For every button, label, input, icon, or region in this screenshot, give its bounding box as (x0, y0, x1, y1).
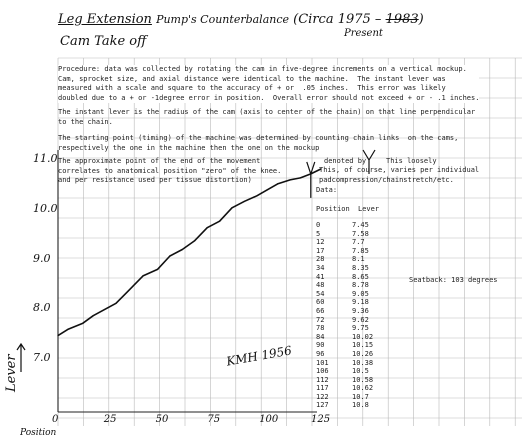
table-cell-lever: 8.35 (352, 263, 369, 272)
table-cell-lever: 9.05 (352, 289, 369, 298)
table-cell-lever: 10.02 (352, 332, 374, 341)
table-cell-position: 0 (316, 221, 321, 229)
x-tick-label: 0 (52, 414, 59, 425)
table-cell-lever: 10.26 (352, 349, 374, 358)
table-cell-lever: 8.78 (352, 281, 369, 290)
x-tick-label: 25 (103, 414, 117, 425)
table-cell-position: 122 (316, 392, 329, 401)
data-curve (57, 168, 321, 336)
loosely-text: This loosely (386, 157, 437, 165)
title-present: Present (344, 28, 383, 39)
table-cell-lever: 9.62 (352, 315, 369, 324)
lever-curve (58, 169, 321, 336)
data-point (157, 269, 158, 270)
x-tick-label: 100 (259, 414, 279, 425)
table-cell-position: 117 (316, 384, 329, 393)
table-cell-lever: 7.7 (352, 238, 365, 247)
data-point (182, 249, 183, 250)
data-label: Data: (316, 186, 338, 194)
table-cell-lever: 10.5 (352, 367, 369, 376)
signature: KMH 1956 (225, 343, 293, 369)
data-point (115, 303, 116, 304)
data-point (267, 189, 268, 190)
denoted-by-text: denoted by (324, 157, 367, 165)
table-cell-lever: 10.15 (352, 341, 374, 350)
data-point (93, 315, 94, 316)
seatback-note: Seatback: 103 degrees (409, 276, 498, 284)
title-circa: (Circa 1975 – (293, 12, 382, 27)
header-title (58, 12, 424, 27)
y-tick-label: 7.0 (33, 351, 51, 364)
table-cell-lever: 7.85 (352, 246, 369, 255)
table-cell-position: 112 (316, 375, 329, 384)
x-tick-label: 50 (155, 414, 169, 425)
y-tick-label: 11.0 (33, 152, 58, 165)
y-axis-label: Lever (4, 354, 19, 392)
table-cell-position: 78 (316, 324, 325, 333)
end-marker-y (307, 162, 315, 198)
data-point (68, 329, 69, 330)
data-point (194, 240, 195, 241)
table-cell-position: 101 (316, 358, 329, 367)
data-point (256, 195, 257, 196)
data-point (207, 227, 208, 228)
data-point (142, 275, 143, 276)
data-point (231, 207, 232, 208)
axes (58, 150, 317, 412)
table-cell-lever: 9.75 (352, 324, 369, 333)
data-point (82, 323, 83, 324)
y-tick-label: 8.0 (33, 301, 51, 315)
procedure-paragraph: Procedure: data was collected by rotating the cam in five-degree increments on a vertical mockup. Cam, sprocket size, and axial distance were identical to the machine. The instant lever was measured with a scale and square to the accuracy of + or .05 inches. This error was likely doubled due to a + or -1degree error in position. Overall error should not exceed + or - .1 inches. (58, 65, 480, 102)
data-point (244, 201, 245, 202)
approx-paragraph-left: The approximate point of the end of the movement correlates to anatomical position "zero" of the knee. and per resistance used per tissue distortion) (58, 157, 282, 184)
y-tick-label: 10.0 (33, 201, 58, 215)
table-cell-position: 17 (316, 246, 325, 255)
table-cell-lever: 10.38 (352, 358, 374, 367)
table-cell-lever: 9.36 (352, 306, 369, 315)
table-cell-position: 34 (316, 263, 325, 272)
table-cell-lever: 9.18 (352, 298, 369, 307)
table-header-lever: Lever (357, 205, 380, 213)
table-cell-position: 28 (316, 255, 325, 264)
table-cell-position: 66 (316, 306, 325, 315)
table-cell-lever: 10.8 (352, 401, 369, 410)
data-point (289, 179, 290, 180)
data-point (219, 221, 220, 222)
table-cell-position: 5 (316, 229, 321, 238)
table-cell-lever: 10.58 (352, 375, 374, 384)
table-cell-position: 41 (316, 272, 325, 281)
instant-lever-paragraph: The instant lever is the radius of the cam (axis to center of the chain) on that line perpendicular to the chain. (58, 108, 476, 126)
table-header (316, 205, 379, 215)
x-axis-label: Position (20, 428, 56, 438)
approx-paragraph-right: This, of course, varies per individual padcompression/chainstretch/etc. (319, 166, 480, 184)
subtitle: Cam Take off (60, 34, 147, 49)
x-tick-label: 75 (207, 414, 221, 425)
table-cell-lever: 10.62 (352, 384, 374, 393)
y-tick-label: 9.0 (33, 251, 51, 265)
data-point (300, 177, 301, 178)
title-mid: Pump's Counterbalance (156, 13, 290, 26)
table-cell-position: 96 (316, 349, 325, 358)
table-cell-lever: 10.7 (352, 392, 369, 401)
table-cell-position: 12 (316, 238, 325, 247)
x-tick-label: 125 (311, 414, 331, 425)
table-cell-position: 72 (316, 315, 325, 324)
data-point (169, 255, 170, 256)
starting-point-paragraph: The starting point (timing) of the machine was determined by counting chain links on the cams, respectively the one in the machine then the one on the mockup (58, 134, 459, 152)
table-header-position: Position (316, 205, 350, 213)
title-main: Leg Extension (58, 12, 152, 27)
table-cell-lever: 7.45 (352, 221, 369, 229)
table-cell-position: 48 (316, 281, 325, 290)
data-point (128, 290, 129, 291)
table-cell-position: 54 (316, 289, 325, 298)
title-struck-year: 1983 (385, 12, 419, 27)
table-cell-lever: 8.1 (352, 255, 365, 264)
title-close: ) (418, 12, 424, 27)
table-cell-position: 127 (316, 401, 329, 410)
table-cell-lever: 8.65 (352, 272, 369, 281)
table-cell-lever: 7.58 (352, 229, 369, 238)
data-point (57, 335, 58, 336)
table-cell-position: 90 (316, 341, 325, 350)
table-cell-position: 60 (316, 298, 325, 307)
table-cell-position: 106 (316, 367, 329, 376)
table-cell-position: 84 (316, 332, 325, 341)
